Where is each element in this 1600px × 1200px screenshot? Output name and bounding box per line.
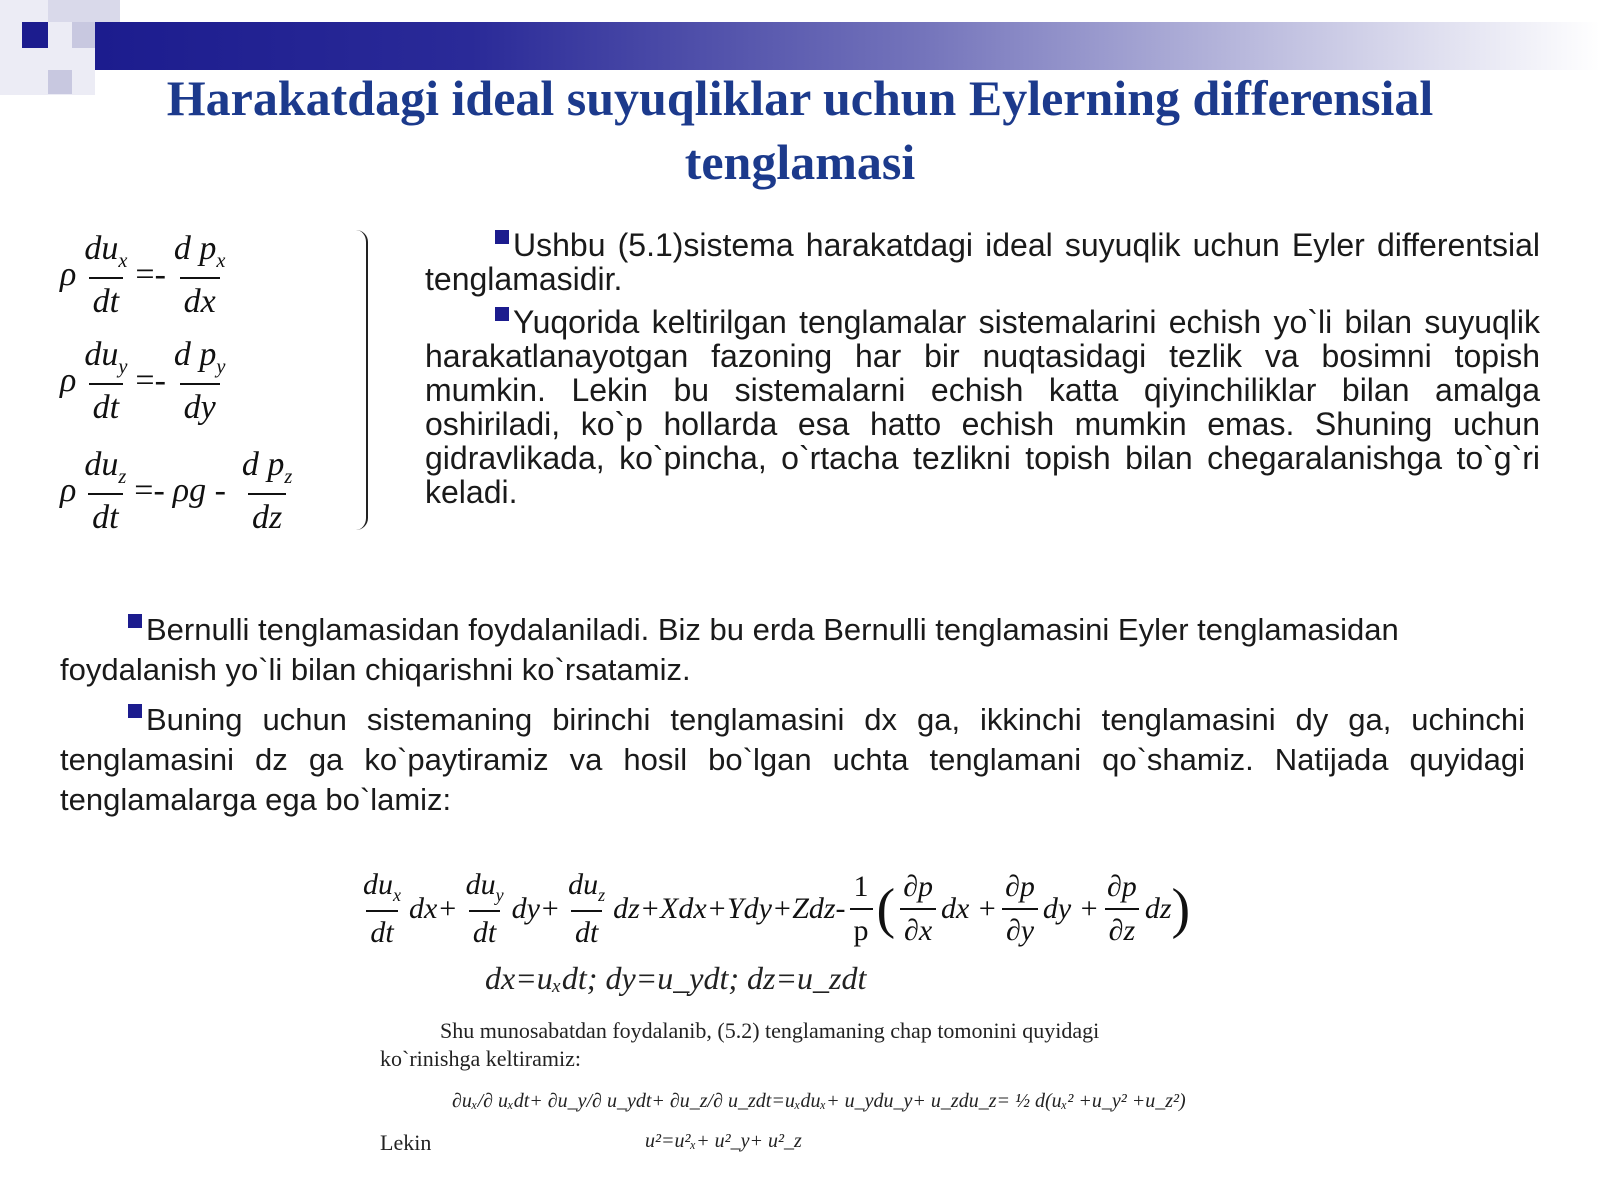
paragraph-bernoulli: Bernulli tenglamasidan foydalaniladi. Biz bu erda Bernulli tenglamasini Eyler tenglamasidan foydalanish yo`li bilan chiqarishni ko`rsatamiz. (60, 612, 1399, 687)
scanned-equation: ∂uₓ/∂ uₓdt+ ∂u_y/∂ u_ydt+ ∂u_z/∂ u_zdt=uₓduₓ+ u_ydu_y+ u_zdu_z= ½ d(uₓ² +u_y² +u_z²) (452, 1090, 1186, 1112)
header-decoration (48, 0, 120, 22)
system-brace (352, 230, 368, 530)
slide-title: Harakatdagi ideal suyuqliklar uchun Eylerning differensial tenglamasi (166, 70, 1434, 190)
paragraph-solution-notes: Yuqorida keltirilgan tenglamalar sistemalarini echish yo`li bilan suyuqlik harakatlanayotgan fazoning har bir nuqtasidagi tezlik va bosimni topish mumkin. Lekin bu sistemalarni echish katta qiyinchiliklar bilan amalga oshiriladi, ko`p hollarda esa hatto echish mumkin emas. Shuning uchun gidravlikada, ko`pincha, o`rtacha tezlikni topish bilan chegaralanishga to`g`ri keladi. (425, 304, 1540, 510)
header-bar (95, 22, 1600, 70)
summed-equation: $\frac{du_x}{dt}$ dx+ $\frac{du_y}{dt}$ dy+ $\frac{du_z}{dt}$ dz+Xdx+Ydy+Zdz- $\frac{1}{p}$ ( $\frac{\partial p}{\partial x}$ dx + $\frac{\partial p}{\partial y}$ dy + $\frac{\partial p}{\partial z}$ dz ) (363, 868, 1191, 949)
scanned-text-line-2: ko`rinishga keltiramiz: (380, 1046, 581, 1071)
euler-equation-2: ρ $\frac{du_y}{dt}$ =- $\frac{d p_y}{dy}$ (60, 336, 226, 426)
scanned-text-line-1: Shu munosabatdan foydalanib, (5.2) tenglamaning chap tomonini quyidagi (440, 1018, 1100, 1043)
bullet-icon (128, 614, 142, 628)
euler-equation-1: ρ $\frac{du_x}{dt}$ =- $\frac{d p_x}{dx}$ (60, 230, 226, 320)
velocity-square-equation: u²=u²ₓ+ u²_y+ u²_z (645, 1130, 802, 1152)
euler-equation-3: ρ $\frac{du_z}{dt}$ =- ρg - $\frac{d p_z}{dz}$ (60, 446, 293, 536)
displacement-relations: dx=uₓdt; dy=u_ydt; dz=u_zdt (485, 960, 867, 996)
bullet-icon (128, 704, 142, 718)
header-decoration (22, 22, 48, 48)
bullet-icon (495, 230, 509, 244)
bullet-icon (495, 307, 509, 321)
paragraph-multiply-equations: Buning uchun sistemaning birinchi tenglamasini dx ga, ikkinchi tenglamasini dy ga, uchinchi tenglamasini dz ga ko`paytiramiz va hosil bo`lgan uchta tenglamani qo`shamiz. Natijada quyidagi tenglamalarga ega bo`lamiz: (60, 702, 1525, 817)
scanned-lekin-label: Lekin (380, 1130, 432, 1155)
paragraph-system-description: Ushbu (5.1)sistema harakatdagi ideal suyuqlik uchun Eyler differentsial tenglamasidir. (425, 227, 1540, 297)
